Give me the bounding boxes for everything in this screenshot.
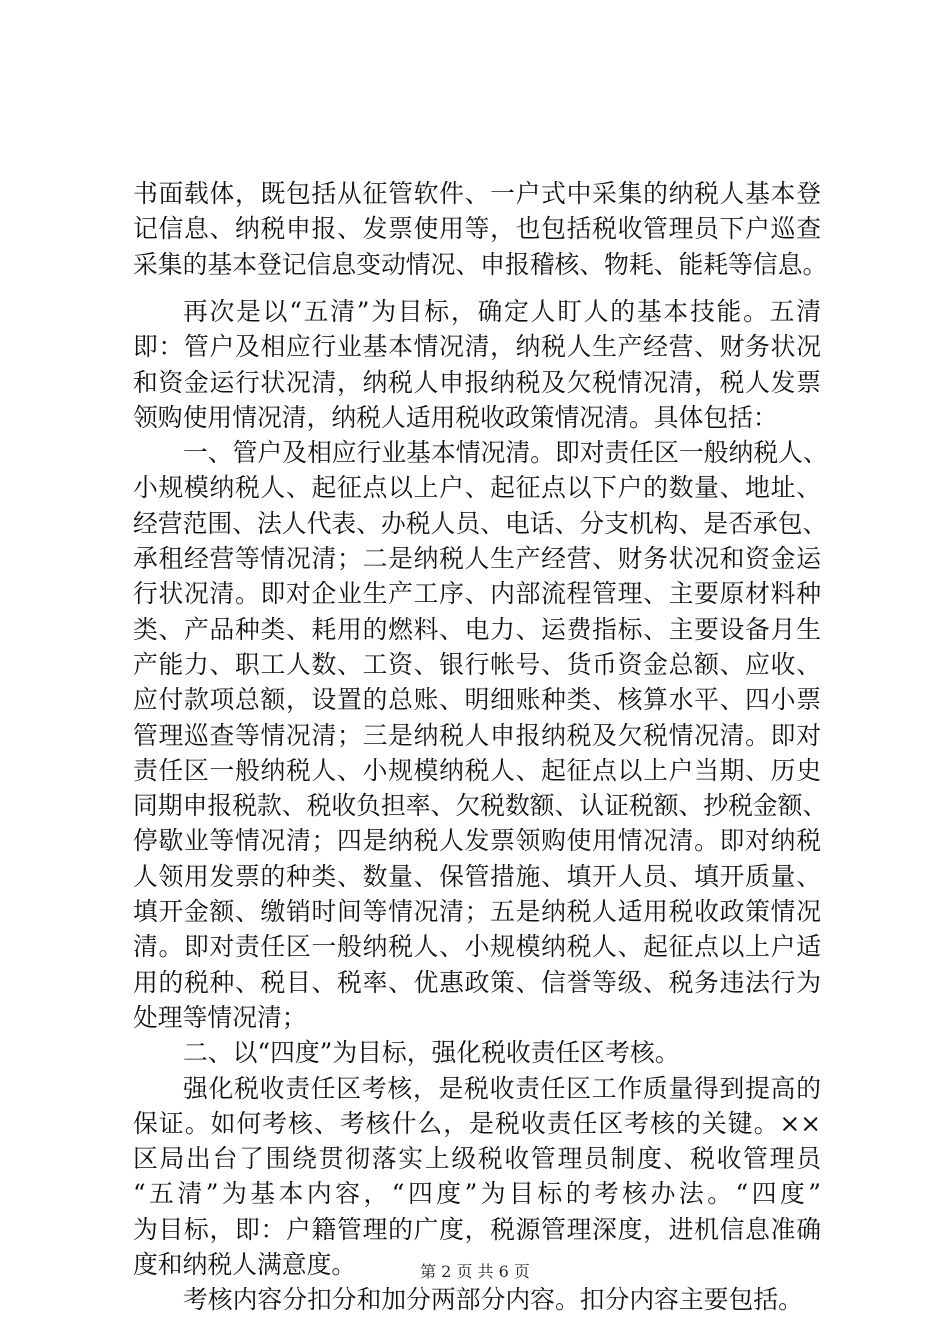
text-line: 度和纳税人满意度。	[133, 1250, 357, 1280]
text-line: 责任区一般纳税人、小规模纳税人、起征点以上户当期、历史	[133, 755, 821, 785]
text-line: 区局出台了围绕贯彻落实上级税收管理员制度、税收管理员	[133, 1144, 821, 1174]
text-line: 保证。如何考核、考核什么，是税收责任区考核的关键。××	[133, 1108, 821, 1138]
section-heading: 二、以“四度”为目标，强化税收责任区考核。	[183, 1038, 680, 1068]
text-line: 填开金额、缴销时间等情况清；五是纳税人适用税收政策情况	[133, 897, 821, 927]
text-line: 考核内容分扣分和加分两部分内容。扣分内容主要包括。	[183, 1285, 803, 1315]
text-line: 承租经营等情况清；二是纳税人生产经营、财务状况和资金运	[133, 544, 821, 574]
text-line: 同期申报税款、税收负担率、欠税数额、认证税额、抄税金额、	[133, 791, 828, 821]
text-line: 行状况清。即对企业生产工序、内部流程管理、主要原材料种	[133, 579, 821, 609]
text-line: 处理等情况清；	[133, 1002, 307, 1032]
text-line: 类、产品种类、耗用的燃料、电力、运费指标、主要设备月生	[133, 614, 821, 644]
text-line: 采集的基本登记信息变动情况、申报稽核、物耗、能耗等信息。	[133, 249, 828, 279]
text-line: 停歇业等情况清；四是纳税人发票领购使用情况清。即对纳税	[133, 826, 821, 856]
text-line: 再次是以“五清”为目标，确定人盯人的基本技能。五清	[183, 297, 821, 326]
text-line: 小规模纳税人、起征点以上户、起征点以下户的数量、地址、	[133, 473, 821, 503]
text-line: 即：管户及相应行业基本情况清，纳税人生产经营、财务状况	[133, 332, 821, 362]
text-line: 强化税收责任区考核，是税收责任区工作质量得到提高的	[183, 1073, 821, 1103]
text-line: “五清”为基本内容，“四度”为目标的考核办法。“四度”	[133, 1179, 821, 1209]
text-line: 书面载体，既包括从征管软件、一户式中采集的纳税人基本登	[133, 179, 821, 208]
text-line: 一、管户及相应行业基本情况清。即对责任区一般纳税人、	[183, 438, 828, 468]
text-line: 应付款项总额，设置的总账、明细账种类、核算水平、四小票	[133, 685, 821, 715]
text-line: 为目标，即：户籍管理的广度，税源管理深度，进机信息准确	[133, 1214, 821, 1244]
text-line: 和资金运行状况清，纳税人申报纳税及欠税情况清，税人发票	[133, 367, 821, 397]
paragraph-block-2	[133, 294, 828, 1318]
paragraph-block-1	[133, 176, 828, 282]
text-line: 清。即对责任区一般纳税人、小规模纳税人、起征点以上户适	[133, 932, 821, 962]
page-footer	[0, 1262, 950, 1282]
text-line: 领购使用情况清，纳税人适用税收政策情况清。具体包括：	[133, 402, 778, 432]
text-line: 用的税种、税目、税率、优惠政策、信誉等级、税务违法行为	[133, 967, 821, 997]
text-line: 经营范围、法人代表、办税人员、电话、分支机构、是否承包、	[133, 508, 828, 538]
text-line: 记信息、纳税申报、发票使用等，也包括税收管理员下户巡查	[133, 214, 821, 244]
text-line: 人领用发票的种类、数量、保管措施、填开人员、填开质量、	[133, 861, 821, 891]
text-line: 管理巡查等情况清；三是纳税人申报纳税及欠税情况清。即对	[133, 720, 821, 750]
text-line: 产能力、职工人数、工资、银行帐号、货币资金总额、应收、	[133, 649, 821, 679]
page-number: 第 2 页 共 6 页	[420, 1262, 530, 1281]
